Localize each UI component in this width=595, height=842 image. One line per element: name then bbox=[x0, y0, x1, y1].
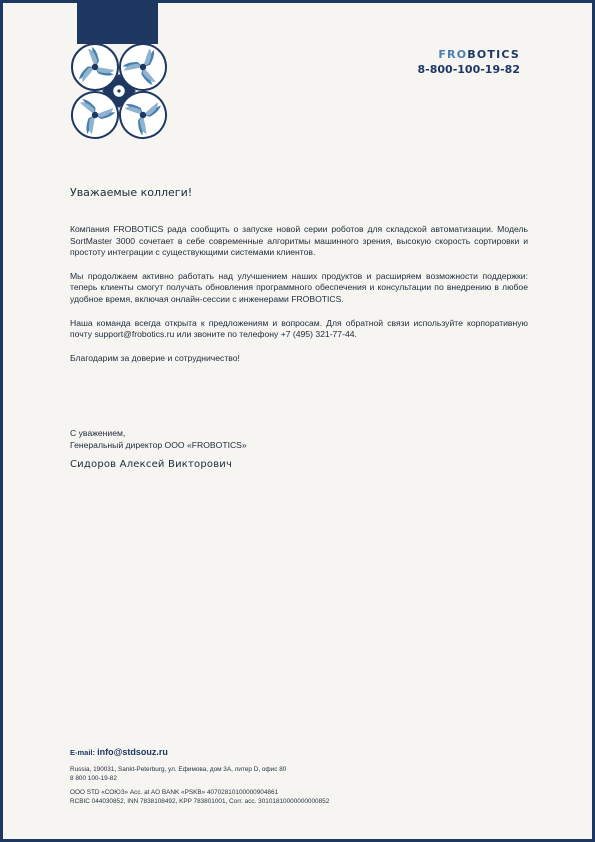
footer bbox=[70, 747, 530, 806]
brand-name bbox=[418, 48, 520, 62]
drone-propellers-logo-icon bbox=[67, 39, 171, 143]
header-phone: 8-800-100-19-82 bbox=[417, 63, 520, 76]
footer-address: Russia, 190031, Sankt-Peterburg, ул. Ефимова, дом 3А, литер D, офис 80 bbox=[70, 766, 287, 773]
letter-paragraph: Мы продолжаем активно работать над улучшением наших продуктов и расширяем возможности поддержки: теперь клиенты смогут получать обновления программного обеспечения и консультации по внедрению в любое удобное время, включая онлайн-сессии с инженерами FROBOTICS. bbox=[70, 270, 528, 304]
footer-bank-line: RCBIC 044030852, INN 7838108492, KPP 783801001, Corr. acc. 30101810000000000852 bbox=[70, 798, 330, 805]
letter-paragraph: Наша команда всегда открыта к предложениям и вопросам. Для обратной связи используйте корпоративную почту support@frobotics.ru или звоните по телефону +7 (495) 321-77-44. bbox=[70, 317, 528, 340]
signer-position: Генеральный директор ООО «FROBOTICS» bbox=[70, 439, 247, 450]
signature-block bbox=[70, 428, 247, 451]
letter-paragraph: Компания FROBOTICS рада сообщить о запуске новой серии роботов для складской автоматизации. Модель SortMaster 3000 сочетает в себе современные алгоритмы машинного зрения, высокую скорость сортировки и простоту интеграции с существующими системами клиентов. bbox=[70, 224, 528, 258]
header-tab bbox=[77, 0, 158, 44]
brand-name-suffix: BOTICS bbox=[467, 48, 520, 61]
closing-phrase: С уважением, bbox=[70, 428, 126, 438]
letter-paragraph: Благодарим за доверие и сотрудничество! bbox=[70, 352, 240, 363]
footer-phone: 8 800 100-19-82 bbox=[70, 775, 117, 782]
footer-email-row bbox=[70, 747, 530, 758]
letter-body bbox=[70, 224, 528, 376]
brand-name-prefix: FRO bbox=[438, 48, 468, 61]
footer-bank-line: OOO STD «СОЮЗ» Acc. at AO BANK «PSKB» 40702810100000904861 bbox=[70, 789, 279, 796]
email-link[interactable]: info@stdsouz.ru bbox=[97, 747, 168, 757]
signer-name: Сидоров Алексей Викторович bbox=[70, 459, 233, 470]
brand-block bbox=[418, 48, 520, 77]
letter-greeting: Уважаемые коллеги! bbox=[70, 186, 193, 199]
email-label: E-mail: bbox=[70, 748, 96, 757]
